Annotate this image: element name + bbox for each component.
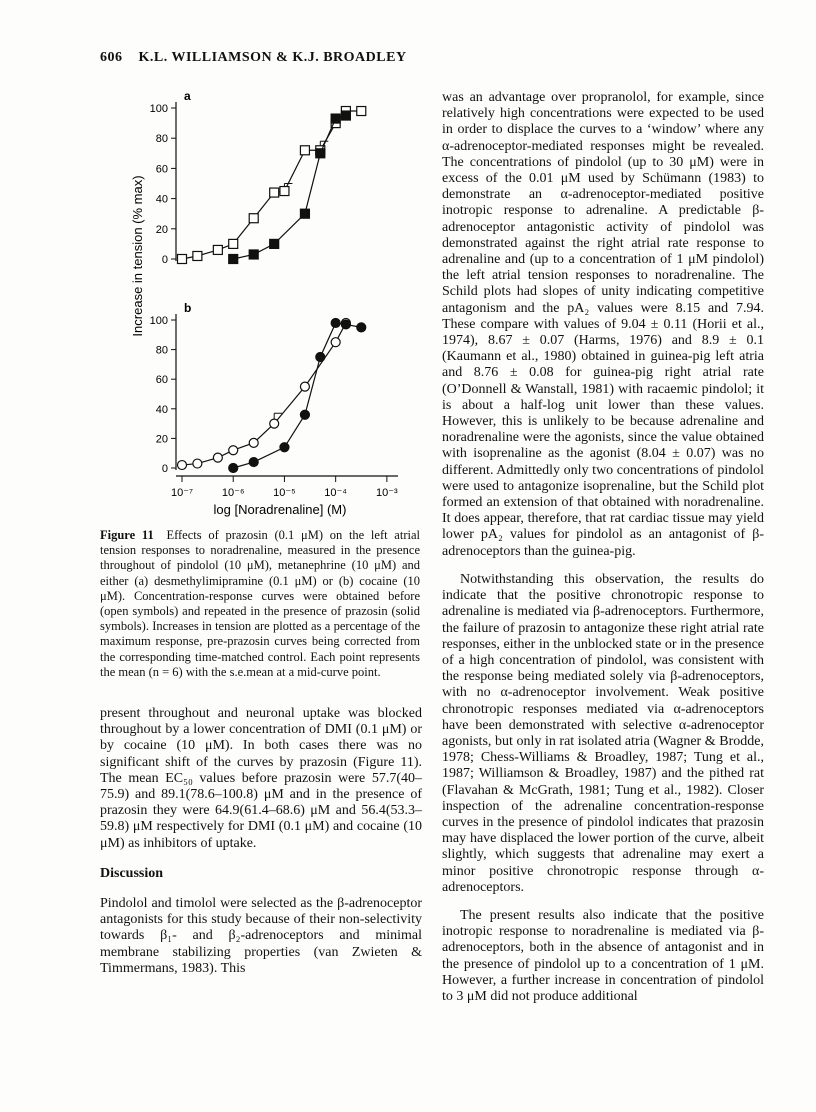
- filled-circle-marker: [316, 353, 325, 362]
- y-tick-label: 0: [161, 254, 168, 266]
- filled-square-marker: [341, 111, 350, 120]
- y-tick-label: 40: [155, 403, 168, 416]
- filled-circle-marker: [341, 320, 350, 329]
- y-tick-label: 60: [155, 374, 168, 387]
- y-tick-label: 80: [155, 133, 168, 146]
- open-square-marker: [213, 245, 222, 254]
- x-axis-label: log [Noradrenaline] (M): [213, 502, 347, 517]
- right-column: [442, 90, 764, 1017]
- figure-caption: [100, 528, 420, 680]
- series-line: [233, 116, 346, 259]
- paragraph: The present results also indicate that the positive inotropic response to noradrenaline is mediated via β-adrenoceptors, both in the absence of antagonist and in the presence of pindolol up to a concentration of 1 μM. However, a further increase in concentration of pindolol to 3 μM did not produce additional: [442, 907, 764, 1004]
- left-column: [100, 706, 422, 989]
- x-tick-label: 10⁻⁷: [170, 487, 194, 499]
- panel-letter: b: [184, 301, 192, 315]
- caption-text: Effects of prazosin (0.1 μM) on the left atrial tension responses to noradrenaline, measured in the presence throughout of pindolol (10 μM), metanephrine (10 μM) and either (a) desmethylimipramine (0.1 μM) or (b) cocaine (10 μM). Concentration-response curves were obtained before (open symbols) and repeated in the presence of prazosin (solid symbols). Increases in tension are plotted as a percentage of the maximum response, pre-prazosin curves being corrected from the corresponding time-matched control. Each point represents the mean (n = 6) with the s.e.mean at a mid-curve point.: [100, 528, 420, 679]
- open-square-marker: [193, 251, 202, 260]
- y-tick-label: 80: [155, 344, 168, 357]
- open-circle-marker: [249, 438, 258, 447]
- filled-square-marker: [229, 255, 238, 264]
- y-tick-label: 0: [161, 463, 168, 475]
- open-square-marker: [229, 239, 238, 248]
- open-circle-marker: [331, 338, 340, 347]
- open-circle-marker: [178, 461, 187, 470]
- open-circle-marker: [193, 459, 202, 468]
- paragraph: present throughout and neuronal uptake was blocked throughout by a lower concentration of DMI (0.1 μM) or by cocaine (10 μM). In both cases there was no significant shift of the curves by prazosin (Figure 11). The mean EC₅₀ values before prazosin were 57.7(40–75.9) and 89.1(78.6–100.8) μM and in the presence of prazosin they were 64.9(61.4–68.6) μM and 56.4(53.3–59.8) μM respectively for DMI (0.1 μM) and cocaine (10 μM) as inhibitors of uptake.: [100, 706, 422, 851]
- open-circle-marker: [229, 446, 238, 455]
- y-tick-label: 100: [149, 315, 168, 327]
- y-tick-label: 100: [149, 103, 168, 115]
- series-line: [182, 111, 361, 259]
- x-axis: [171, 476, 398, 499]
- open-square-marker: [280, 187, 289, 196]
- filled-circle-marker: [229, 464, 238, 473]
- open-square-marker: [357, 107, 366, 116]
- open-circle-marker: [213, 453, 222, 462]
- x-tick-label: 10⁻⁵: [273, 487, 296, 499]
- y-tick-label: 60: [155, 163, 168, 176]
- filled-circle-marker: [331, 318, 340, 327]
- filled-circle-marker: [280, 443, 289, 452]
- paragraph: was an advantage over propranolol, for example, since relatively high concentrations were expected to be used in order to displace the curves to a ‘window’ where any α-adrenoceptor-mediated responses might be revealed. The concentrations of pindolol (up to 30 μM) were in excess of the 0.01 μM used by Schümann (1983) to demonstrate an α-adrenoceptor-mediated positive inotropic response to adrenaline. A predictable β-adrenoceptor antagonistic activity of pindolol was demonstrated against the right atrial rate response to adrenaline and (up to a concentration of 1 μM pindolol) the left atrial tension responses to noradrenaline. The Schild plots had slopes of unity indicating competitive antagonism and the pA₂ values were 8.15 and 7.94. These compare with values of 9.04 ± 0.11 (Horii et al., 1974), 8.67 ± 0.07 (Harms, 1976) and 8.9 ± 0.1 (Kaumann et al., 1980) obtained in guinea-pig left atria and 8.76 ± 0.08 for guinea-pig right atrial rate (O’Donnell & Wanstall, 1981) with racaemic pindolol; it is about a half-log unit lower than these values. However, this is unlikely to be because adrenaline and noradrenaline were the agonists, since the value obtained with isoprenaline as the agonist (8.04 ± 0.07) was no different. Admittedly only two concentrations of pindolol were used to antagonize isoprenaline, but the Schild plot formed an extension of that obtained with noradrenaline. It does appear, therefore, that rat cardiac tissue may yield lower pA₂ values for pindolol as an antagonist of β-adrenoceptors than the guinea-pig.: [442, 90, 764, 559]
- section-heading-discussion: Discussion: [100, 865, 164, 881]
- y-tick-label: 20: [155, 223, 168, 236]
- paragraph: Notwithstanding this observation, the results do indicate that the positive chronotropic response to adrenaline is mediated via β-adrenoceptors. Furthermore, the failure of prazosin to antagonize these right atrial rate responses, either in the unblocked state or in the presence of a high concentration of pindolol, was consistent with the response being mediated solely via β-adrenoceptors, with no α-adrenoceptor involvement. Weak positive chronotropic responses mediated via α-adrenoceptors have been demonstrated with selective α-adrenoceptor agonists, but only in rat isolated atria (Wagner & Brodde, 1978; Chess-Williams & Broadley, 1987; Tung et al., 1987; Williamson & Broadley, 1987) and the pithed rat (Flavahan & McGrath, 1981; Tung et al., 1982). Closer inspection of the adrenaline concentration-response curves in the presence of pindolol indicates that prazosin may have displaced the lower portion of the curve, albeit slightly, which suggests that adrenaline may exert a minor positive chronotropic response through α-adrenoceptors.: [442, 571, 764, 895]
- filled-circle-marker: [300, 410, 309, 419]
- open-square-marker: [178, 255, 187, 264]
- paragraph: Pindolol and timolol were selected as the β-adrenoceptor antagonists for this study because of their non-selectivity towards β₁- and β₂-adrenoceptors and minimal membrane stabilizing properties (van Zwieten & Timmermans, 1983). This: [100, 896, 422, 976]
- open-square-marker: [270, 188, 279, 197]
- filled-square-marker: [270, 239, 279, 248]
- open-square-marker: [300, 146, 309, 155]
- filled-square-marker: [249, 250, 258, 259]
- figure-11: [120, 86, 420, 526]
- x-tick-label: 10⁻³: [376, 487, 398, 499]
- panel-b: [150, 301, 366, 475]
- x-tick-label: 10⁻⁴: [324, 487, 348, 499]
- panel-letter: a: [184, 89, 191, 103]
- caption-label: Figure 11: [100, 528, 154, 542]
- page-number: 606: [100, 50, 123, 65]
- running-head-authors: K.L. WILLIAMSON & K.J. BROADLEY: [138, 50, 407, 65]
- open-square-marker: [249, 214, 258, 223]
- x-tick-label: 10⁻⁶: [221, 487, 245, 499]
- filled-square-marker: [316, 149, 325, 158]
- filled-square-marker: [331, 114, 340, 123]
- page-header: [100, 50, 407, 66]
- filled-circle-marker: [357, 323, 366, 332]
- open-circle-marker: [270, 419, 279, 428]
- filled-square-marker: [300, 209, 309, 218]
- panel-a: [150, 89, 366, 266]
- series-line: [182, 323, 346, 465]
- y-tick-label: 20: [155, 433, 168, 446]
- y-tick-label: 40: [155, 193, 168, 206]
- filled-circle-marker: [249, 458, 258, 467]
- open-circle-marker: [300, 382, 309, 391]
- y-axis-label: Increase in tension (% max): [130, 175, 145, 337]
